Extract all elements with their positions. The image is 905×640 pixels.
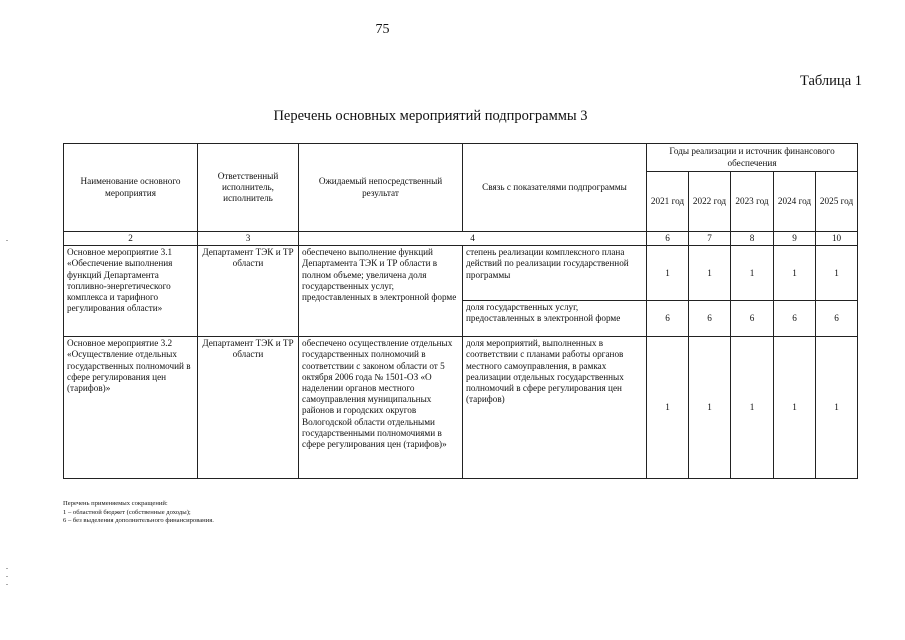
value-2021: 6: [647, 301, 689, 337]
header-row-1: [64, 144, 858, 172]
expected-result: обеспечено осуществление отдельных государственных полномочий в соответствии с законом области от 5 октября 2006 года № 1501-ОЗ «О наделении органов местного самоуправления муниципальных районов и городских округов Вологодской области отдельными государственными полномочиями в сфере регулирования цен (тарифов)»: [299, 337, 463, 479]
header-year-2021: 2021 год: [647, 172, 689, 232]
col-number: 10: [816, 232, 858, 246]
col-number: 9: [774, 232, 816, 246]
indicator: степень реализации комплексного плана действий по реализации государственной программы: [463, 246, 647, 301]
measure-name: Основное мероприятие 3.2 «Осуществление отдельных государственных полномочий в сфере регулирования цен (тарифов)»: [64, 337, 198, 479]
note-item: 6 – без выделения дополнительного финансирования.: [63, 517, 214, 525]
table-row: [64, 337, 858, 479]
scan-mark: [6, 240, 8, 241]
header-years-group: Годы реализации и источник финансового обеспечения: [647, 144, 858, 172]
header-executor: Ответственный исполнитель, исполнитель: [198, 144, 299, 232]
measures-table: [63, 143, 858, 479]
value-2024: 1: [774, 246, 816, 301]
abbreviations-notes: [63, 500, 214, 526]
table-row: [64, 246, 858, 301]
value-2023: 6: [731, 301, 774, 337]
notes-heading: Перечень применяемых сокращений:: [63, 500, 168, 507]
value-2022: 6: [689, 301, 731, 337]
indicator: доля государственных услуг, предоставленных в электронной форме: [463, 301, 647, 337]
col-number: 2: [64, 232, 198, 246]
header-year-2023: 2023 год: [731, 172, 774, 232]
value-2023: 1: [731, 337, 774, 479]
scan-mark: [6, 584, 8, 585]
table-label: Таблица 1: [799, 73, 862, 89]
value-2022: 1: [689, 246, 731, 301]
header-year-2025: 2025 год: [816, 172, 858, 232]
value-2024: 6: [774, 301, 816, 337]
column-numbers-row: [64, 232, 858, 246]
value-2022: 1: [689, 337, 731, 479]
scan-mark: [6, 576, 8, 577]
header-indicators: Связь с показателями подпрограммы: [463, 144, 647, 232]
measure-name: Основное мероприятие 3.1 «Обеспечение выполнения функций Департамента топливно-энергетического комплекса и тарифного регулирования области»: [64, 246, 198, 337]
value-2021: 1: [647, 337, 689, 479]
executor: Департамент ТЭК и ТР области: [198, 246, 299, 337]
col-number: 7: [689, 232, 731, 246]
col-number: 6: [647, 232, 689, 246]
value-2024: 1: [774, 337, 816, 479]
scan-mark: [6, 568, 8, 569]
col-number: 8: [731, 232, 774, 246]
value-2025: 1: [816, 246, 858, 301]
executor: Департамент ТЭК и ТР области: [198, 337, 299, 479]
value-2023: 1: [731, 246, 774, 301]
page-number: 75: [375, 22, 390, 37]
note-item: 1 – областной бюджет (собственные доходы);: [63, 508, 191, 516]
value-2025: 6: [816, 301, 858, 337]
col-number: 3: [198, 232, 299, 246]
indicator: доля мероприятий, выполненных в соответствии с планами работы органов местного самоуправления, в рамках реализации отдельных государственных полномочий в сфере регулирования цен (тарифов): [463, 337, 647, 479]
value-2021: 1: [647, 246, 689, 301]
header-year-2024: 2024 год: [774, 172, 816, 232]
header-year-2022: 2022 год: [689, 172, 731, 232]
header-result: Ожидаемый непосредственный результат: [299, 144, 463, 232]
value-2025: 1: [816, 337, 858, 479]
expected-result: обеспечено выполнение функций Департамента ТЭК и ТР области в полном объеме; увеличена доля государственных услуг, предоставленных в электронной форме: [299, 246, 463, 337]
col-number: 4: [299, 232, 647, 246]
header-measure-name: Наименование основного мероприятия: [64, 144, 198, 232]
table-title: Перечень основных мероприятий подпрограммы 3: [273, 108, 588, 124]
